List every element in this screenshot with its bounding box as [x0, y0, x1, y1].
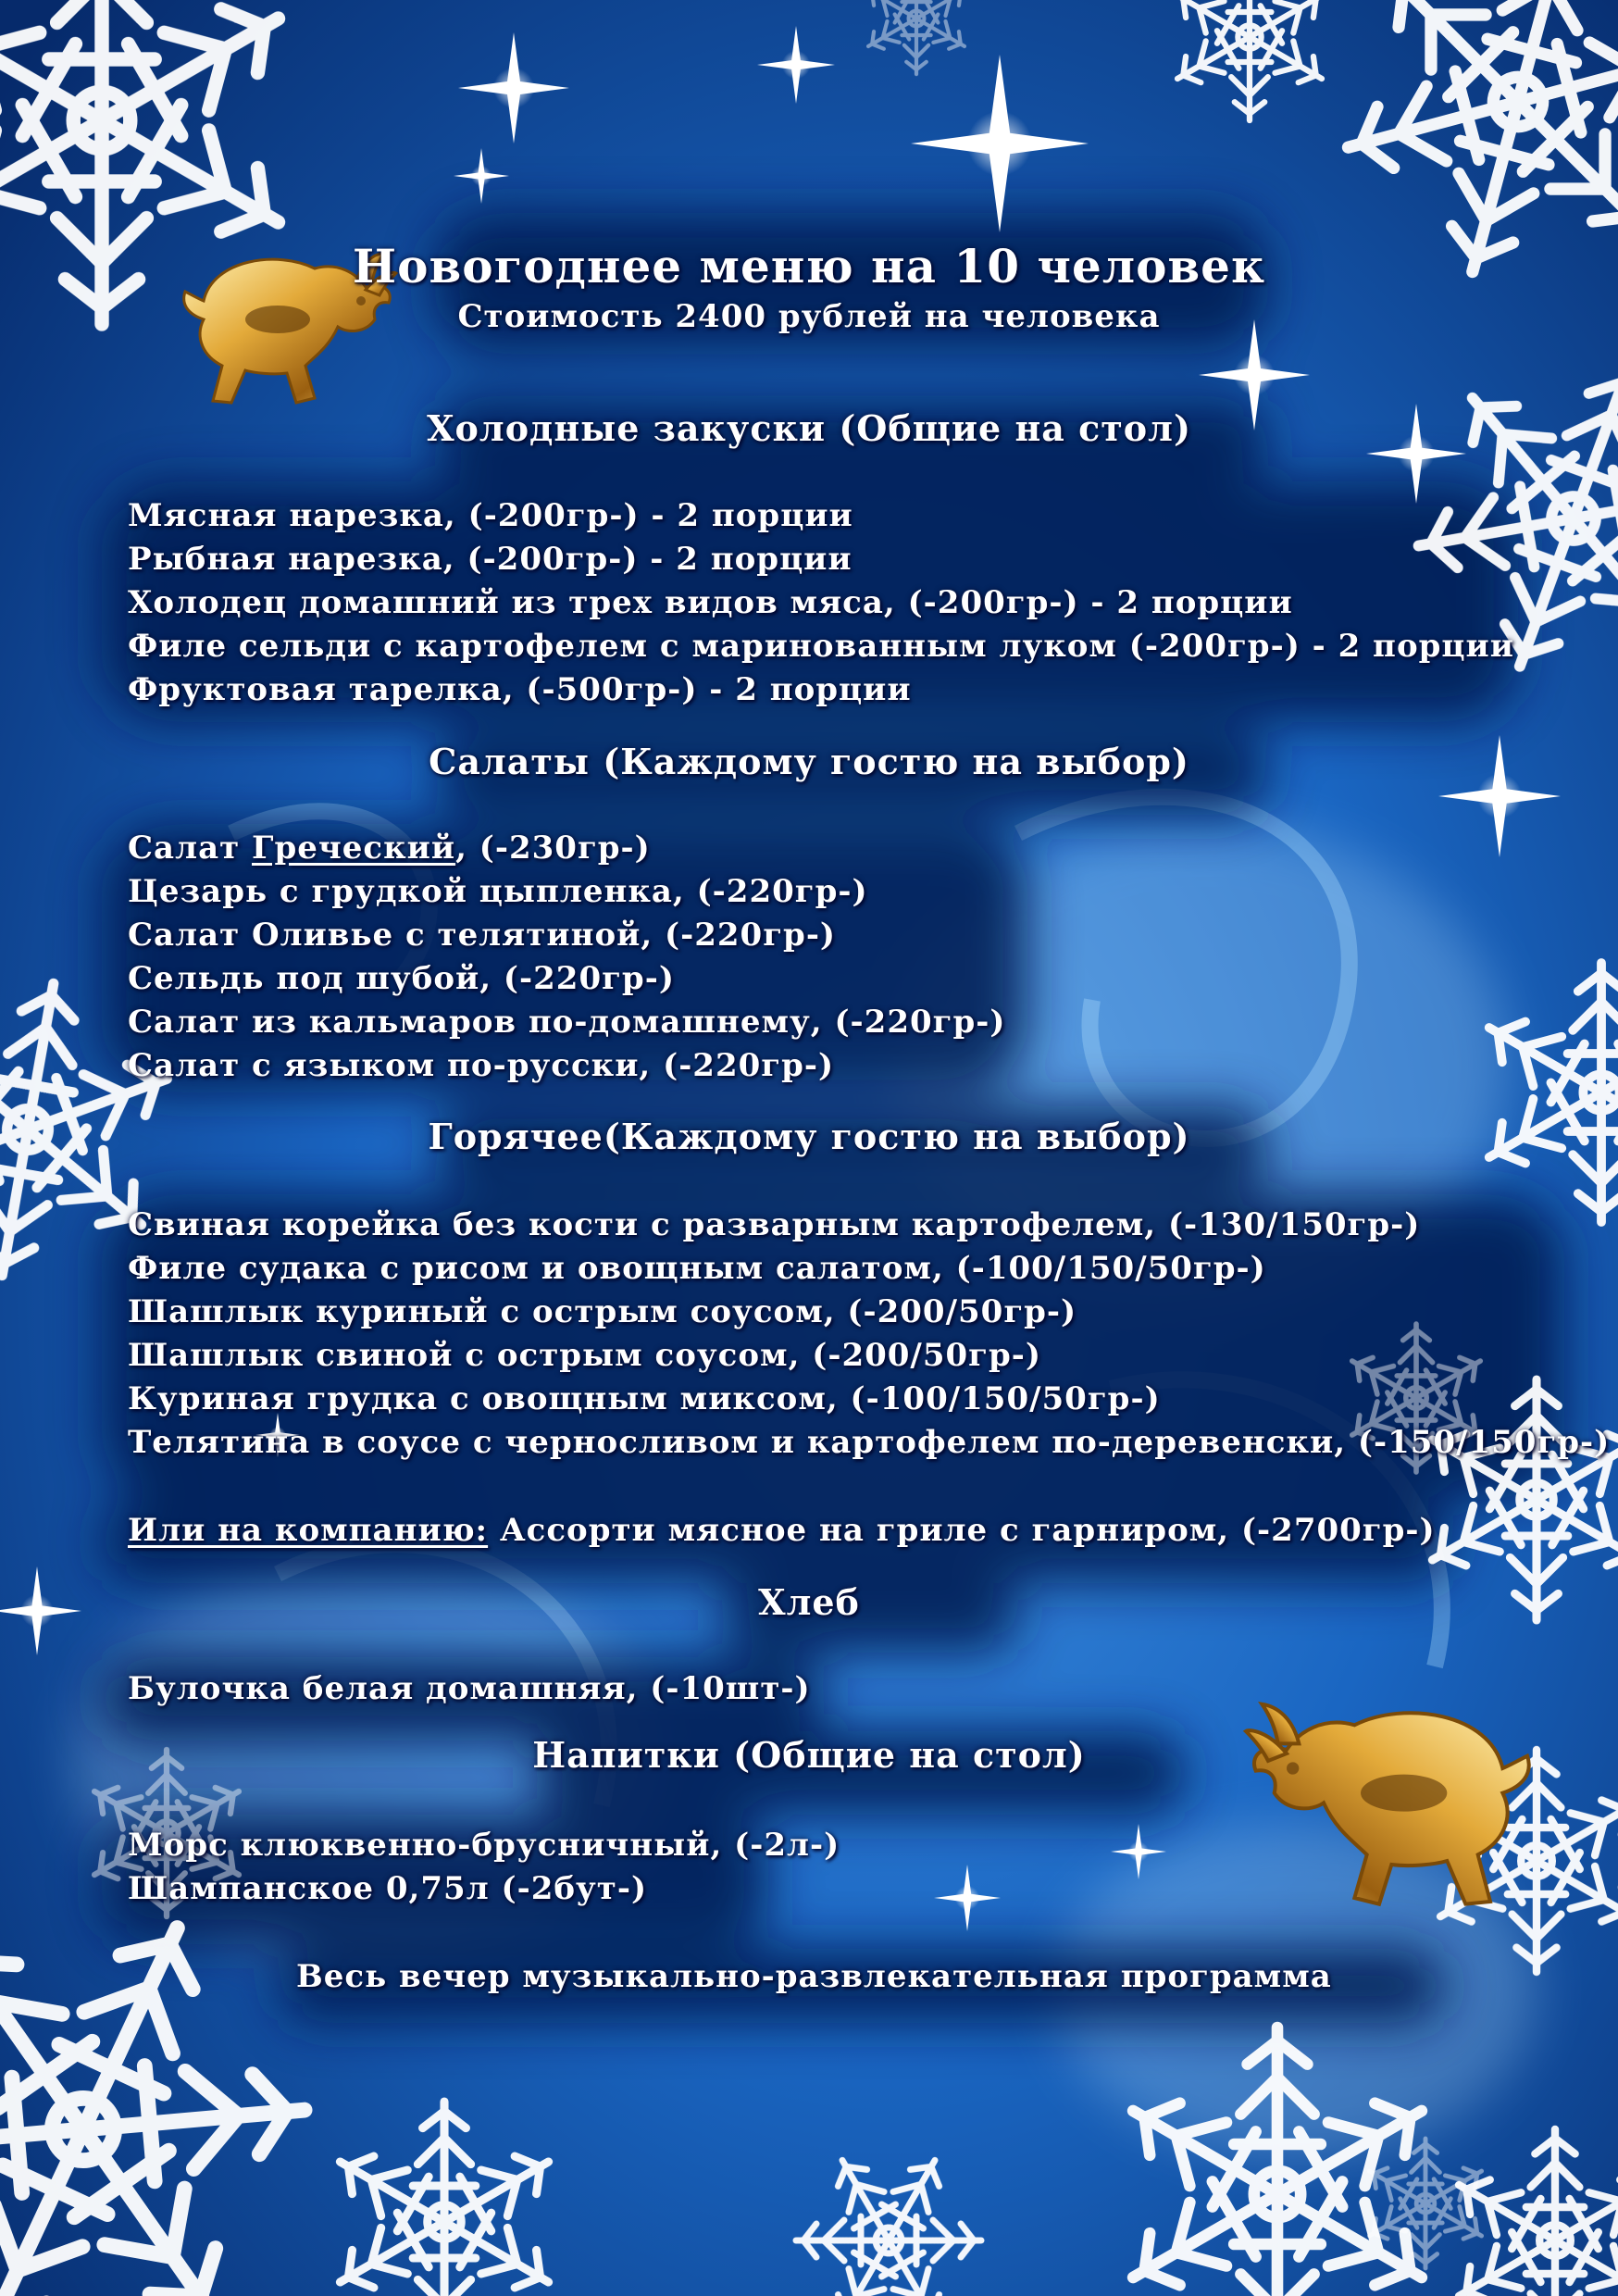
section-title-cold: Холодные закуски (Общие на стол)	[427, 407, 1191, 449]
list-item: Куриная грудка с овощным миксом, (-100/150/50гр-)	[128, 1380, 1161, 1417]
list-item: Фруктовая тарелка, (-500гр-) - 2 порции	[128, 671, 912, 708]
salad-prefix: Салат	[128, 830, 252, 867]
menu-title: Новогоднее меню на 10 человек	[352, 239, 1266, 293]
section-title-bread: Хлеб	[758, 1581, 860, 1623]
list-item: Филе судака с рисом и овощным салатом, (-100/150/50гр-)	[128, 1250, 1266, 1287]
menu-subtitle: Стоимость 2400 рублей на человека	[457, 298, 1161, 335]
list-item: Салат с языком по-русски, (-220гр-)	[128, 1047, 835, 1084]
section-title-drinks: Напитки (Общие на стол)	[532, 1734, 1086, 1776]
salad-greek-link[interactable]: Греческий	[252, 830, 456, 867]
list-item: Цезарь с грудкой цыпленка, (-220гр-)	[128, 873, 868, 910]
list-item: Рыбная нарезка, (-200гр-) - 2 порции	[128, 541, 853, 578]
list-item	[128, 830, 651, 867]
list-item: Морс клюквенно-брусничный, (-2л-)	[128, 1827, 840, 1864]
section-title-hot: Горячее(Каждому гостю на выбор)	[428, 1116, 1190, 1157]
list-item: Шашлык куриный с острым соусом, (-200/50гр-)	[128, 1293, 1077, 1330]
list-item: Сельдь под шубой, (-220гр-)	[128, 960, 675, 997]
list-item: Мясная нарезка, (-200гр-) - 2 порции	[128, 497, 853, 534]
list-item: Телятина в соусе с черносливом и картофелем по-деревенски, (-150/150гр-)	[128, 1424, 1611, 1461]
list-item: Салат Оливье с телятиной, (-220гр-)	[128, 917, 837, 954]
company-option	[128, 1512, 1436, 1549]
list-item: Шампанское 0,75л (-2бут-)	[128, 1870, 648, 1907]
company-text: Ассорти мясное на гриле с гарниром, (-2700гр-)	[488, 1512, 1436, 1549]
salad-suffix: , (-230гр-)	[455, 830, 651, 867]
list-item: Холодец домашний из трех видов мяса, (-200гр-) - 2 порции	[128, 584, 1293, 621]
list-item: Филе сельди с картофелем с маринованным луком (-200гр-) - 2 порции	[128, 628, 1514, 665]
section-title-salads: Салаты (Каждому гостю на выбор)	[429, 741, 1189, 782]
list-item: Салат из кальмаров по-домашнему, (-220гр-)	[128, 1004, 1006, 1041]
footer-note: Весь вечер музыкально-развлекательная программа	[296, 1958, 1332, 1995]
list-item: Булочка белая домашняя, (-10шт-)	[128, 1670, 811, 1707]
list-item: Шашлык свиной с острым соусом, (-200/50гр-)	[128, 1337, 1041, 1374]
company-label: Или на компанию:	[128, 1512, 489, 1549]
list-item: Свиная корейка без кости с разварным картофелем, (-130/150гр-)	[128, 1206, 1421, 1243]
